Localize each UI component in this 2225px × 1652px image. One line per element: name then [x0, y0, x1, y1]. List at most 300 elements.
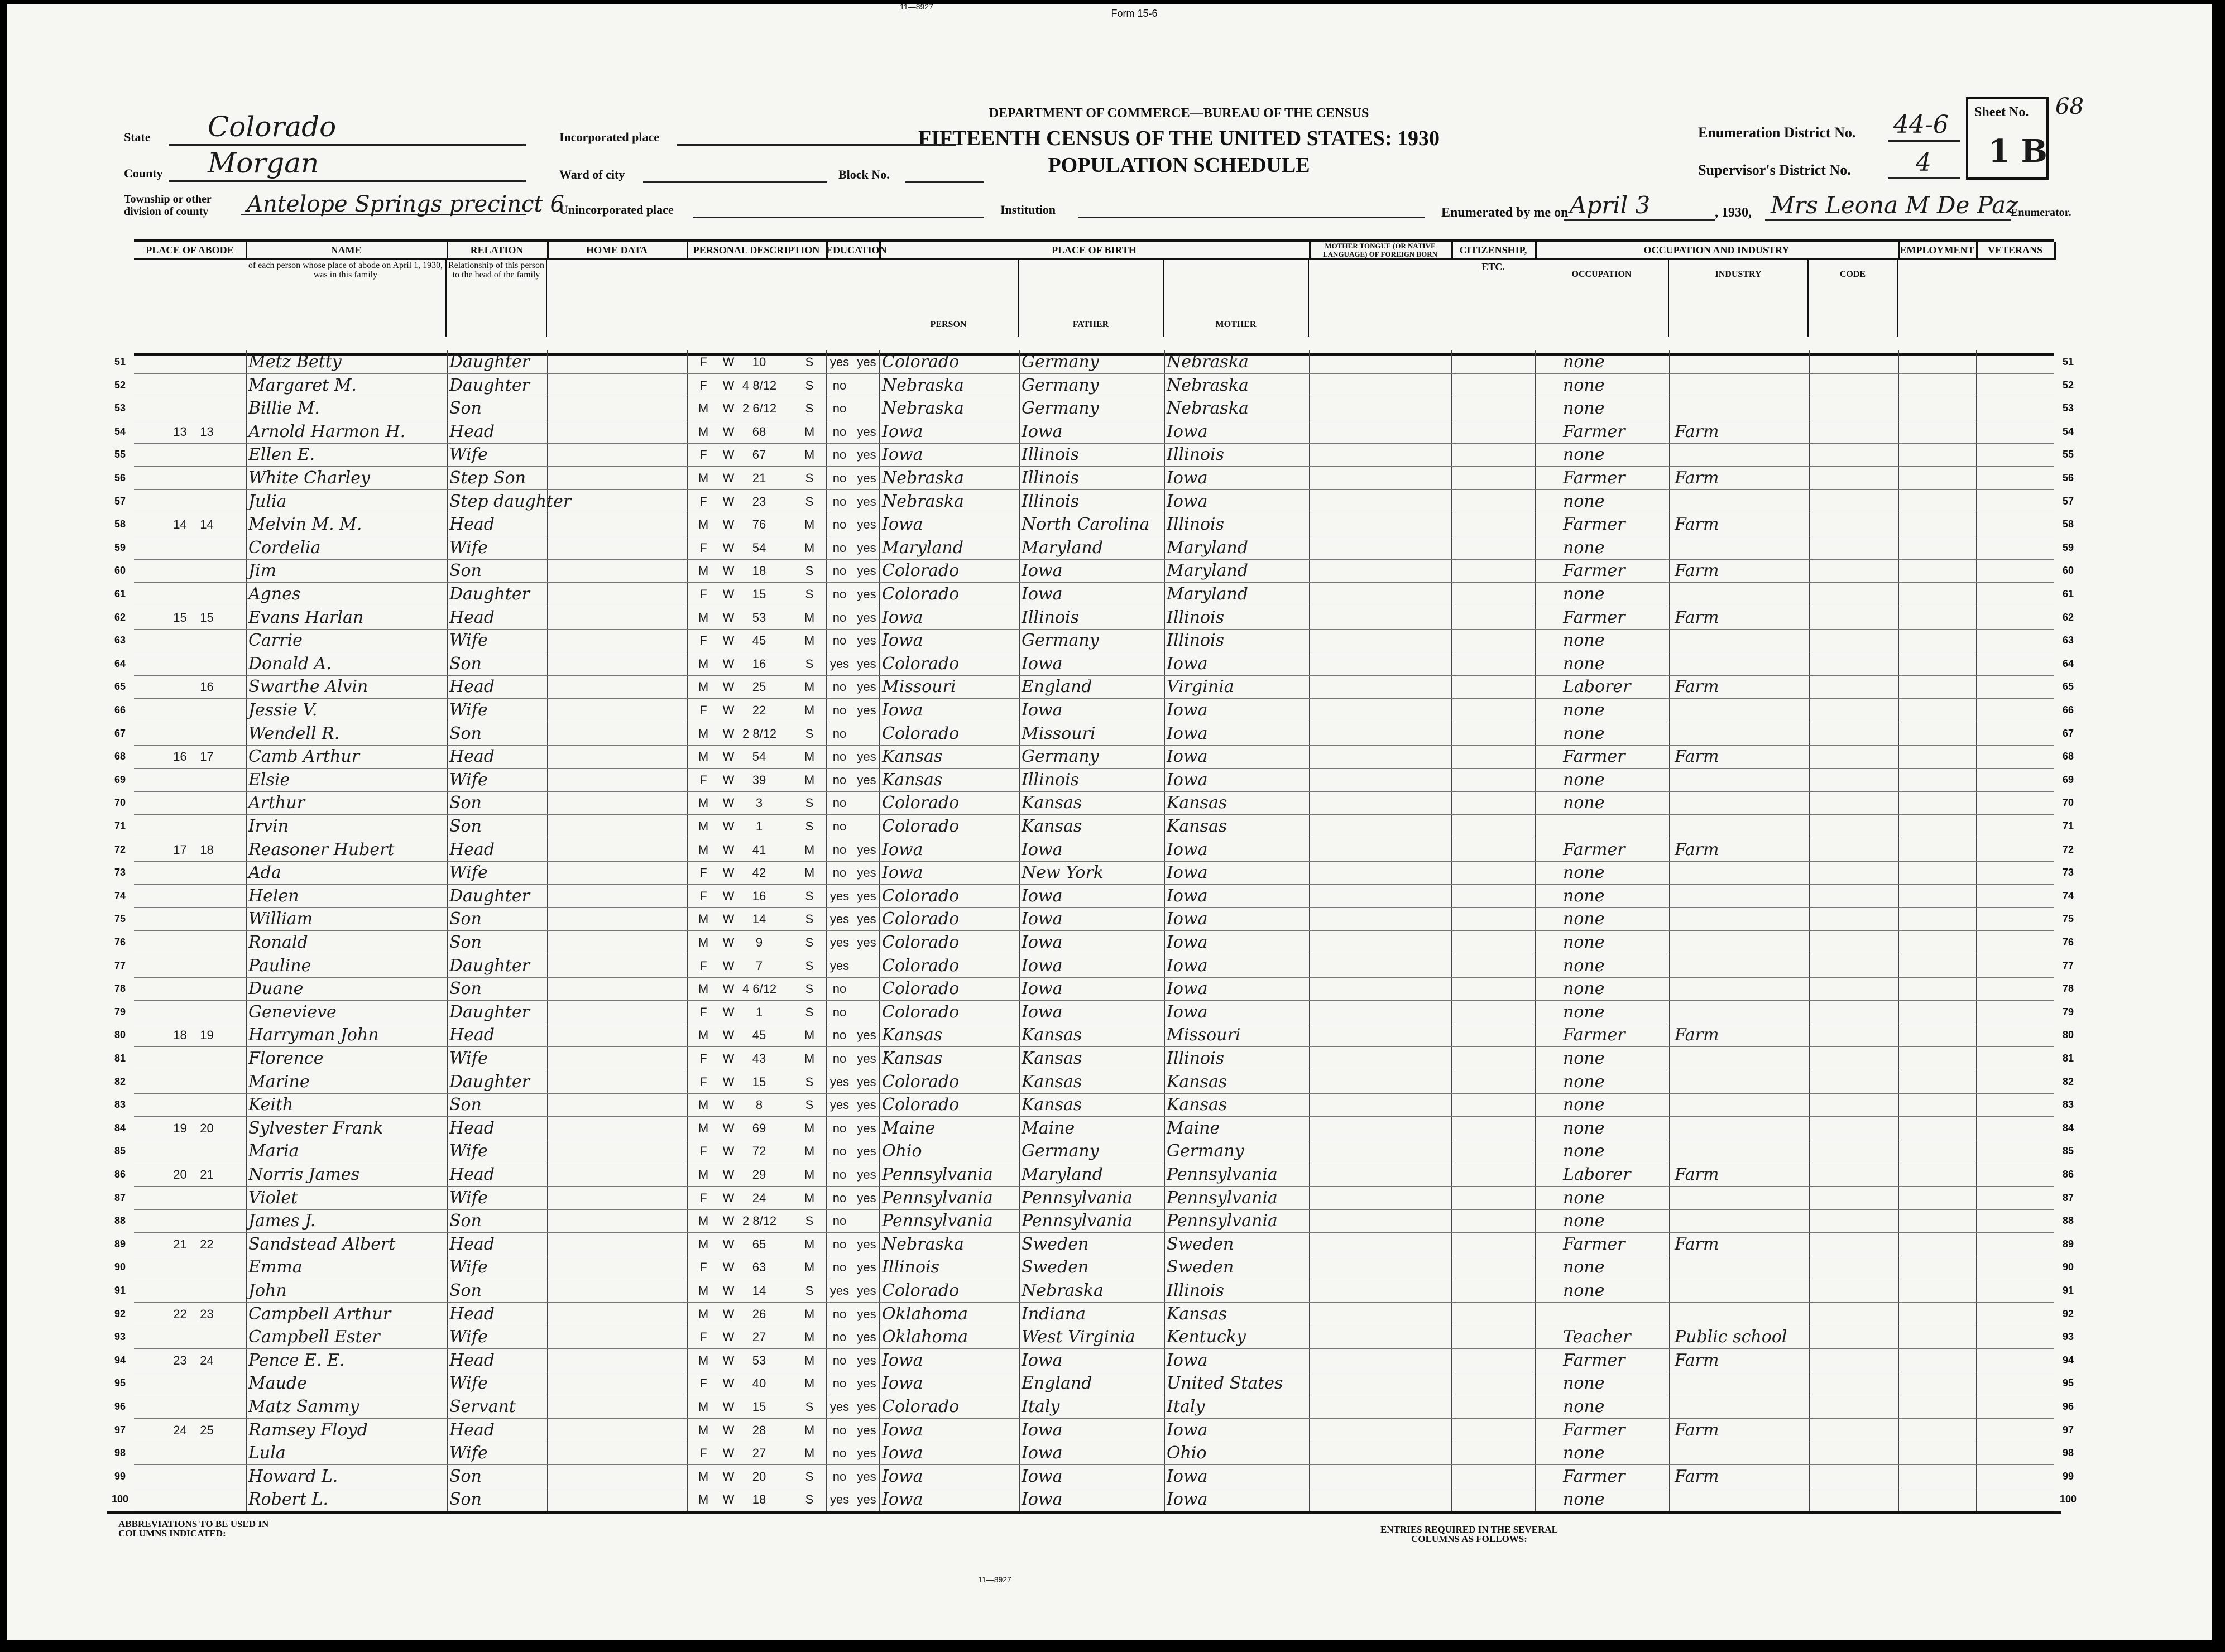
cell-att: no [832, 1330, 847, 1344]
cell-ms: S [805, 1005, 814, 1019]
cell-bp: Missouri [882, 677, 956, 697]
cell-occ: Farmer [1563, 1025, 1625, 1045]
cell-sex: F [699, 633, 707, 648]
cell-ind: Public school [1675, 1327, 1787, 1347]
cell-fam [194, 1187, 219, 1209]
cell-ind [1675, 652, 1809, 675]
state-label: State [124, 130, 151, 144]
cell-read: yes [857, 912, 876, 926]
cell-rel: Head [449, 1118, 495, 1138]
cell-race: W [722, 1028, 735, 1043]
cell-ms: S [805, 564, 814, 578]
cell-name: Campbell Arthur [248, 1304, 391, 1324]
cell-fbp: Italy [1022, 1397, 1060, 1416]
line-number: 99 [114, 1470, 126, 1482]
cell-name: Arnold Harmon H. [248, 421, 406, 441]
cell-sex: F [699, 958, 707, 973]
cell-rel: Wife [449, 863, 488, 883]
table-row [134, 745, 2054, 769]
group-mother-tongue: MOTHER TONGUE (OR NATIVE LANGUAGE) OF FOREIGN BORN [1309, 242, 1453, 260]
cell-occ: Farmer [1563, 1466, 1625, 1486]
cell-att: no [832, 796, 847, 810]
cell-race: W [722, 866, 735, 880]
cell-mbp: Iowa [1167, 491, 1208, 511]
cell-fbp: Germany [1022, 1141, 1099, 1161]
cell-read: yes [857, 1284, 876, 1298]
cell-ind [1675, 374, 1809, 397]
cell-dw [167, 1209, 193, 1232]
cell-ms: M [804, 1168, 815, 1182]
cell-age: 43 [752, 1051, 766, 1065]
mother-column-header: MOTHER [1164, 258, 1309, 337]
cell-bp: Iowa [882, 700, 923, 720]
cell-fbp: Iowa [1022, 979, 1063, 999]
line-number: 58 [114, 518, 126, 530]
cell-race: W [722, 1353, 735, 1367]
cell-ms: S [805, 587, 814, 601]
table-row [134, 1395, 2054, 1419]
table-row [134, 1419, 2054, 1442]
cell-read: yes [857, 1121, 876, 1135]
cell-sex: M [698, 912, 709, 926]
table-row [134, 629, 2054, 652]
cell-read: yes [857, 355, 876, 369]
cell-ind: Farm [1675, 561, 1719, 581]
cell-dw [167, 1187, 193, 1209]
line-number: 88 [114, 1215, 126, 1227]
cell-read: yes [857, 772, 876, 787]
cell-mbp: Illinois [1167, 607, 1225, 627]
cell-age: 16 [752, 889, 766, 903]
cell-race: W [722, 587, 735, 601]
cell-name: Margaret M. [248, 375, 357, 395]
cell-fbp: Indiana [1022, 1304, 1086, 1324]
cell-age: 76 [752, 517, 766, 532]
table-row [134, 536, 2054, 560]
cell-fam [194, 467, 219, 489]
cell-fbp: Germany [1022, 747, 1099, 767]
cell-ms: M [804, 1376, 815, 1391]
cell-name: White Charley [248, 468, 370, 488]
cell-race: W [722, 1051, 735, 1065]
cell-name: Billie M. [248, 398, 320, 419]
cell-bp: Iowa [882, 1374, 923, 1394]
state-value: Colorado [208, 111, 337, 143]
cell-mbp: Ohio [1167, 1443, 1207, 1463]
line-number: 79 [114, 1006, 126, 1017]
cell-name: Elsie [248, 770, 290, 790]
cell-att: no [832, 819, 847, 833]
cell-dw [167, 1256, 193, 1279]
cell-ms: M [804, 517, 815, 532]
line-number: 67 [114, 727, 126, 739]
cell-name: Helen [248, 886, 299, 906]
cell-name: Pence E. E. [248, 1350, 345, 1370]
cell-occ: none [1563, 886, 1605, 906]
table-row [134, 583, 2054, 606]
entries-required-title: ENTRIES REQUIRED IN THE SEVERAL COLUMNS AS FOLLOWS: [1380, 1524, 1559, 1544]
cell-fbp: England [1022, 1374, 1092, 1394]
group-name: NAME [246, 242, 448, 260]
cell-bp: Kansas [882, 770, 943, 790]
supervisor-district-value: 4 [1916, 148, 1931, 177]
cell-sex: M [698, 1492, 709, 1507]
cell-sex: M [698, 1469, 709, 1483]
cell-bp: Kansas [882, 747, 943, 767]
cell-race: W [722, 750, 735, 764]
cell-race: W [722, 1121, 735, 1135]
cell-att: no [832, 494, 847, 508]
cell-ms: S [805, 819, 814, 833]
cell-ms: S [805, 401, 814, 416]
cell-mbp: Iowa [1167, 909, 1208, 929]
line-number: 81 [2062, 1053, 2074, 1064]
census-title: FIFTEENTH CENSUS OF THE UNITED STATES: 1930 [918, 127, 1440, 150]
cell-bp: Nebraska [882, 491, 964, 511]
cell-age: 2 6/12 [742, 401, 777, 416]
cell-ind [1675, 1442, 1809, 1464]
cell-ind: Farm [1675, 421, 1719, 441]
line-number: 66 [114, 704, 126, 715]
cell-dw [167, 1070, 193, 1093]
line-number: 58 [2062, 518, 2074, 530]
cell-bp: Iowa [882, 515, 923, 535]
cell-occ: none [1563, 375, 1605, 395]
cell-dw [167, 443, 193, 466]
cell-att: yes [829, 1074, 850, 1089]
cell-fam: 14 [200, 517, 214, 532]
cell-occ: none [1563, 1397, 1605, 1416]
cell-fbp: West Virginia [1022, 1327, 1135, 1347]
cell-att: no [832, 610, 847, 625]
table-row [134, 1001, 2054, 1024]
cell-read: yes [857, 1051, 876, 1065]
cell-att: no [832, 448, 847, 462]
cell-fam: 19 [200, 1028, 214, 1043]
cell-att: no [832, 866, 847, 880]
cell-att: no [832, 471, 847, 485]
cell-ind: Farm [1675, 1025, 1719, 1045]
cell-att: yes [829, 355, 850, 369]
cell-mbp: Pennsylvania [1167, 1188, 1278, 1208]
cell-rel: Son [449, 979, 482, 999]
cell-rel: Son [449, 398, 482, 419]
cell-fbp: Iowa [1022, 1420, 1063, 1440]
cell-read: yes [857, 842, 876, 857]
line-number: 95 [2062, 1377, 2074, 1389]
cell-dw: 19 [173, 1121, 187, 1135]
cell-sex: F [699, 1330, 707, 1344]
cell-name: Irvin [248, 817, 289, 836]
cell-rel: Head [449, 607, 495, 627]
cell-mbp: Nebraska [1167, 375, 1249, 395]
cell-sex: F [699, 889, 707, 903]
cell-read [854, 815, 879, 838]
cell-sex: M [698, 1121, 709, 1135]
cell-name: Arthur [248, 793, 305, 813]
cell-race: W [722, 1376, 735, 1391]
cell-sex: M [698, 750, 709, 764]
cell-att: yes [829, 958, 850, 973]
cell-dw: 18 [173, 1028, 187, 1043]
cell-sex: M [698, 1284, 709, 1298]
cell-name: John [248, 1281, 287, 1300]
cell-ind: Farm [1675, 747, 1719, 767]
cell-rel: Head [449, 1234, 495, 1254]
cell-ms: M [804, 1051, 815, 1065]
cell-ind [1675, 1256, 1809, 1279]
line-number: 55 [114, 449, 126, 460]
cell-mbp: Iowa [1167, 747, 1208, 767]
group-home-data: HOME DATA [547, 242, 688, 260]
line-number: 84 [2062, 1122, 2074, 1134]
cell-bp: Ohio [882, 1141, 922, 1161]
cell-rel: Head [449, 1304, 495, 1324]
cell-fam [194, 1001, 219, 1024]
cell-sex: M [698, 471, 709, 485]
cell-fbp: Kansas [1022, 1095, 1082, 1115]
cell-att: no [832, 517, 847, 532]
cell-rel: Son [449, 933, 482, 952]
cell-dw [167, 1326, 193, 1348]
cell-fam [194, 443, 219, 466]
cell-read: yes [857, 564, 876, 578]
cell-ind: Farm [1675, 1234, 1719, 1254]
cell-age: 14 [752, 912, 766, 926]
township-value: Antelope Springs precinct 6 [247, 191, 564, 217]
cell-age: 26 [752, 1307, 766, 1321]
cell-bp: Nebraska [882, 398, 964, 419]
cell-att: no [832, 401, 847, 416]
cell-att: no [832, 424, 847, 439]
cell-bp: Colorado [882, 723, 960, 743]
cell-mbp: Pennsylvania [1167, 1211, 1278, 1231]
cell-ms: M [804, 750, 815, 764]
cell-occ: none [1563, 955, 1605, 976]
table-row [134, 1163, 2054, 1187]
cell-att: no [832, 982, 847, 996]
cell-ind [1675, 1209, 1809, 1232]
cell-fbp: Iowa [1022, 933, 1063, 952]
cell-sex: M [698, 1423, 709, 1437]
cell-read: yes [857, 448, 876, 462]
cell-race: W [722, 1144, 735, 1159]
column-headers [134, 239, 2054, 356]
cell-age: 16 [752, 656, 766, 671]
line-number: 93 [114, 1331, 126, 1343]
cell-ms: S [805, 889, 814, 903]
cell-occ: none [1563, 584, 1605, 604]
cell-occ: none [1563, 1095, 1605, 1115]
cell-dw [167, 1488, 193, 1511]
cell-read: yes [857, 494, 876, 508]
cell-fbp: Missouri [1022, 723, 1096, 743]
cell-race: W [722, 796, 735, 810]
cell-fbp: Iowa [1022, 561, 1063, 581]
cell-age: 40 [752, 1376, 766, 1391]
cell-ms: M [804, 1353, 815, 1367]
cell-ind [1675, 977, 1809, 1000]
cell-name: Genevieve [248, 1002, 337, 1022]
cell-att: no [832, 1446, 847, 1461]
cell-name: Pauline [248, 955, 311, 976]
cell-rel: Wife [449, 445, 488, 465]
cell-fbp: Germany [1022, 398, 1099, 419]
cell-bp: Colorado [882, 886, 960, 906]
cell-fam [194, 1140, 219, 1163]
cell-mbp: United States [1167, 1374, 1283, 1394]
cell-fam [194, 907, 219, 930]
cell-age: 53 [752, 1353, 766, 1367]
cell-race: W [722, 1400, 735, 1414]
cell-age: 24 [752, 1190, 766, 1205]
cell-fbp: Kansas [1022, 793, 1082, 813]
line-number: 98 [2062, 1447, 2074, 1459]
cell-fam [194, 1279, 219, 1302]
cell-fbp: England [1022, 677, 1092, 697]
table-row [134, 815, 2054, 838]
table-row [134, 1279, 2054, 1303]
cell-mbp: Sweden [1167, 1257, 1234, 1278]
cell-att: yes [829, 656, 850, 671]
cell-fbp: Iowa [1022, 839, 1063, 859]
cell-occ: none [1563, 1490, 1605, 1510]
cell-att: no [832, 633, 847, 648]
cell-race: W [722, 448, 735, 462]
cell-race: W [722, 935, 735, 949]
cell-att: no [832, 1168, 847, 1182]
cell-age: 41 [752, 842, 766, 857]
cell-rel: Head [449, 515, 495, 535]
table-row [134, 1349, 2054, 1372]
cell-race: W [722, 378, 735, 392]
line-number: 69 [2062, 774, 2074, 785]
cell-att: no [832, 1190, 847, 1205]
line-number: 72 [2062, 843, 2074, 855]
cell-fam [194, 791, 219, 814]
cell-fbp: Nebraska [1022, 1281, 1104, 1300]
line-number: 92 [2062, 1308, 2074, 1319]
cell-occ: Farmer [1563, 421, 1625, 441]
cell-name: Robert L. [248, 1490, 328, 1510]
cell-bp: Iowa [882, 839, 923, 859]
cell-dw [167, 536, 193, 559]
cell-rel: Son [449, 561, 482, 581]
cell-occ: Farmer [1563, 561, 1625, 581]
cell-age: 69 [752, 1121, 766, 1135]
cell-sex: M [698, 517, 709, 532]
cell-ms: S [805, 1098, 814, 1112]
cell-sex: M [698, 1237, 709, 1251]
cell-read: yes [857, 1307, 876, 1321]
cell-age: 14 [752, 1284, 766, 1298]
cell-bp: Nebraska [882, 1234, 964, 1254]
cell-sex: M [698, 842, 709, 857]
cell-ms: S [805, 726, 814, 741]
supervisor-district-label: Supervisor's District No. [1698, 162, 1851, 178]
cell-ind [1675, 583, 1809, 606]
cell-dw [167, 350, 193, 373]
cell-bp: Kansas [882, 1025, 943, 1045]
line-number: 100 [2059, 1493, 2077, 1505]
cell-race: W [722, 1446, 735, 1461]
line-number: 67 [2062, 727, 2074, 739]
line-number: 100 [111, 1493, 129, 1505]
table-row [134, 791, 2054, 815]
cell-rel: Wife [449, 631, 488, 651]
cell-age: 22 [752, 703, 766, 717]
line-number: 96 [2062, 1401, 2074, 1412]
cell-occ: none [1563, 700, 1605, 720]
cell-fbp: Pennsylvania [1022, 1211, 1133, 1231]
form-number: Form 15-6 [1111, 8, 1158, 19]
cell-mbp: Kansas [1167, 817, 1227, 836]
cell-sex: M [698, 726, 709, 741]
cell-ind [1675, 722, 1809, 745]
cell-name: Sylvester Frank [248, 1118, 383, 1138]
line-number: 68 [2062, 751, 2074, 762]
cell-fbp: Iowa [1022, 1002, 1063, 1022]
cell-age: 15 [752, 587, 766, 601]
line-number: 64 [114, 657, 126, 669]
cell-rel: Daughter [449, 1002, 530, 1022]
cell-fbp: Germany [1022, 352, 1099, 372]
cell-att: no [832, 680, 847, 694]
cell-rel: Head [449, 421, 495, 441]
line-number: 52 [114, 379, 126, 391]
cell-ms: M [804, 1144, 815, 1159]
cell-fbp: Illinois [1022, 770, 1080, 790]
cell-mbp: Illinois [1167, 631, 1225, 651]
cell-mbp: Illinois [1167, 1281, 1225, 1300]
table-row [134, 1117, 2054, 1140]
cell-att: yes [829, 1400, 850, 1414]
cell-dw [167, 583, 193, 606]
line-number: 86 [2062, 1169, 2074, 1180]
cell-sex: M [698, 424, 709, 439]
cell-dw: 21 [173, 1237, 187, 1251]
cell-age: 9 [755, 935, 763, 949]
cell-age: 2 8/12 [742, 1214, 777, 1228]
cell-att: no [832, 726, 847, 741]
cell-fam [194, 1372, 219, 1395]
cell-read: yes [857, 540, 876, 555]
enumerated-by-label: Enumerated by me on [1441, 205, 1569, 220]
line-number: 95 [114, 1377, 126, 1389]
cell-dw [167, 861, 193, 884]
cell-att: no [832, 1028, 847, 1043]
cell-race: W [722, 819, 735, 833]
line-number: 80 [114, 1029, 126, 1041]
cell-att: yes [829, 935, 850, 949]
cell-occ: Farmer [1563, 839, 1625, 859]
cell-fam [194, 861, 219, 884]
cell-age: 72 [752, 1144, 766, 1159]
cell-rel: Daughter [449, 955, 530, 976]
cell-dw [167, 769, 193, 791]
department-title: DEPARTMENT OF COMMERCE—BUREAU OF THE CENSUS [989, 106, 1369, 121]
cell-att: yes [829, 889, 850, 903]
cell-rel: Head [449, 747, 495, 767]
cell-name: Camb Arthur [248, 747, 360, 767]
table-row [134, 606, 2054, 630]
cell-fbp: Iowa [1022, 1466, 1063, 1486]
table-row [134, 1465, 2054, 1488]
census-sheet [7, 4, 2212, 1640]
line-number: 56 [114, 472, 126, 483]
cell-fbp: Iowa [1022, 1443, 1063, 1463]
cell-occ: Farmer [1563, 515, 1625, 535]
